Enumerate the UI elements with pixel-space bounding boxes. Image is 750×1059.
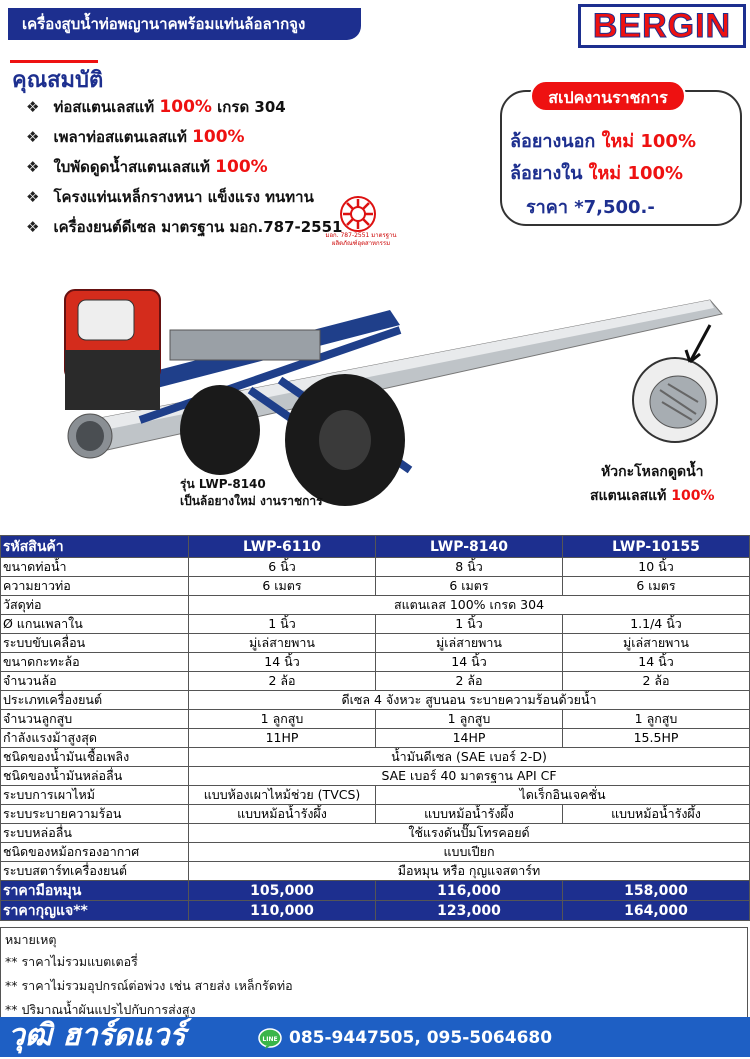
outer-tire-line: ล้อยางนอก ใหม่ 100% <box>510 131 696 152</box>
feature-item: ❖ เครื่องยนต์ดีเซล มาตรฐาน มอก.787-2551 <box>26 218 343 236</box>
table-row: ระบบระบายความร้อน แบบหม้อน้ำรังผึ้ง แบบหม้อน้ำรังผึ้ง แบบหม้อน้ำรังผึ้ง <box>1 805 750 824</box>
table-row: ประเภทเครื่องยนต์ ดีเซล 4 จังหวะ สูบนอน ระบายความร้อนด้วยน้ำ <box>1 691 750 710</box>
table-row: วัสดุท่อ สแตนเลส 100% เกรด 304 <box>1 596 750 615</box>
phone-numbers[interactable]: 085-9447505, 095-5064680 <box>289 1028 553 1048</box>
feature-item: ❖ ใบพัดดูดน้ำสแตนเลสแท้ 100% <box>26 157 268 177</box>
diamond-bullet-icon: ❖ <box>26 188 40 206</box>
table-row: กำลังแรงม้าสูงสุด 11HP 14HP 15.5HP <box>1 729 750 748</box>
shop-name: วุฒิ ฮาร์ดแวร์ <box>8 1018 186 1053</box>
notes-title: หมายเหตุ <box>5 932 57 947</box>
seal-caption: มอก. 787-2551 มาตรฐานผลิตภัณฑ์อุตสาหกรรม <box>325 232 397 247</box>
feature-item: ❖ ท่อสแตนเลสแท้ 100% เกรด 304 <box>26 97 286 117</box>
table-row: จำนวนล้อ 2 ล้อ 2 ล้อ 2 ล้อ <box>1 672 750 691</box>
table-row: ขนาดท่อน้ำ 6 นิ้ว 8 นิ้ว 10 นิ้ว <box>1 558 750 577</box>
note-item: ** ราคาไม่รวมอุปกรณ์ต่อพ่วง เช่น สายส่ง เหล็กรัดท่อ <box>5 978 293 993</box>
features-list <box>26 92 343 242</box>
feature-item: ❖ โครงแท่นเหล็กรางหนา แข็งแรง ทนทาน <box>26 188 314 206</box>
note-item: ** ราคาไม่รวมแบตเตอรี่ <box>5 954 138 969</box>
table-row: ชนิดของน้ำมันหล่อลื่น SAE เบอร์ 40 มาตรฐาน API CF <box>1 767 750 786</box>
page-title: เครื่องสูบน้ำท่อพญานาคพร้อมแท่นล้อลากจูง <box>22 15 306 33</box>
table-row: ระบบขับเคลื่อน มู่เล่สายพาน มู่เล่สายพาน มู่เล่สายพาน <box>1 634 750 653</box>
price-row-manual: ราคามือหมุน 105,000 116,000 158,000 <box>1 881 750 901</box>
table-row: Ø แกนเพลาใน 1 นิ้ว 1 นิ้ว 1.1/4 นิ้ว <box>1 615 750 634</box>
notes-box <box>0 927 748 1019</box>
tisi-seal-icon <box>338 194 378 234</box>
table-row: จำนวนลูกสูบ 1 ลูกสูบ 1 ลูกสูบ 1 ลูกสูบ <box>1 710 750 729</box>
svg-text:LINE: LINE <box>262 1036 278 1043</box>
table-header-row <box>1 536 750 558</box>
line-icon[interactable] <box>258 1028 282 1050</box>
model-caption: รุ่น LWP-8140 เป็นล้อยางใหม่ งานราชการ <box>180 477 323 508</box>
brand-logo: BERGIN <box>578 4 746 48</box>
strainer-caption: หัวกะโหลกดูดน้ำ สแตนเลสแท้ 100% <box>590 464 715 504</box>
table-header-cell: LWP-6110 <box>189 536 376 558</box>
feature-item: ❖ เพลาท่อสแตนเลสแท้ 100% <box>26 127 245 147</box>
table-header-cell: LWP-8140 <box>376 536 563 558</box>
diamond-bullet-icon: ❖ <box>26 218 40 236</box>
table-header-cell: รหัสสินค้า <box>1 536 189 558</box>
note-item: ** ปริมาณน้ำผันแปรไปกับการส่งสูง <box>5 1002 196 1017</box>
table-header-cell: LWP-10155 <box>563 536 750 558</box>
spec-box-title: สเปคงานราชการ <box>530 80 686 112</box>
diamond-bullet-icon: ❖ <box>26 128 40 146</box>
diamond-bullet-icon: ❖ <box>26 158 40 176</box>
spec-price-line: ราคา *7,500.- <box>526 197 655 218</box>
diamond-bullet-icon: ❖ <box>26 98 40 116</box>
inner-tire-line: ล้อยางใน ใหม่ 100% <box>510 163 684 184</box>
table-row: ชนิดของน้ำมันเชื้อเพลิง น้ำมันดีเซล (SAE เบอร์ 2-D) <box>1 748 750 767</box>
table-row: ความยาวท่อ 6 เมตร 6 เมตร 6 เมตร <box>1 577 750 596</box>
table-row: ระบบการเผาไหม้ แบบห้องเผาไหม้ช่วย (TVCS) ไดเร็กอินเจคชั่น <box>1 786 750 805</box>
table-row: ระบบสตาร์ทเครื่องยนต์ มือหมุน หรือ กุญแจสตาร์ท <box>1 862 750 881</box>
features-title: คุณสมบัติ <box>12 68 104 93</box>
table-row: ชนิดของหม้อกรองอากาศ แบบเปียก <box>1 843 750 862</box>
table-row: ระบบหล่อลื่น ใช้แรงดันปั๊มโทรคอยด์ <box>1 824 750 843</box>
price-row-key: ราคากุญแจ** 110,000 123,000 164,000 <box>1 901 750 921</box>
header-banner <box>8 8 361 40</box>
spec-table <box>0 535 750 921</box>
table-row: ขนาดกะทะล้อ 14 นิ้ว 14 นิ้ว 14 นิ้ว <box>1 653 750 672</box>
